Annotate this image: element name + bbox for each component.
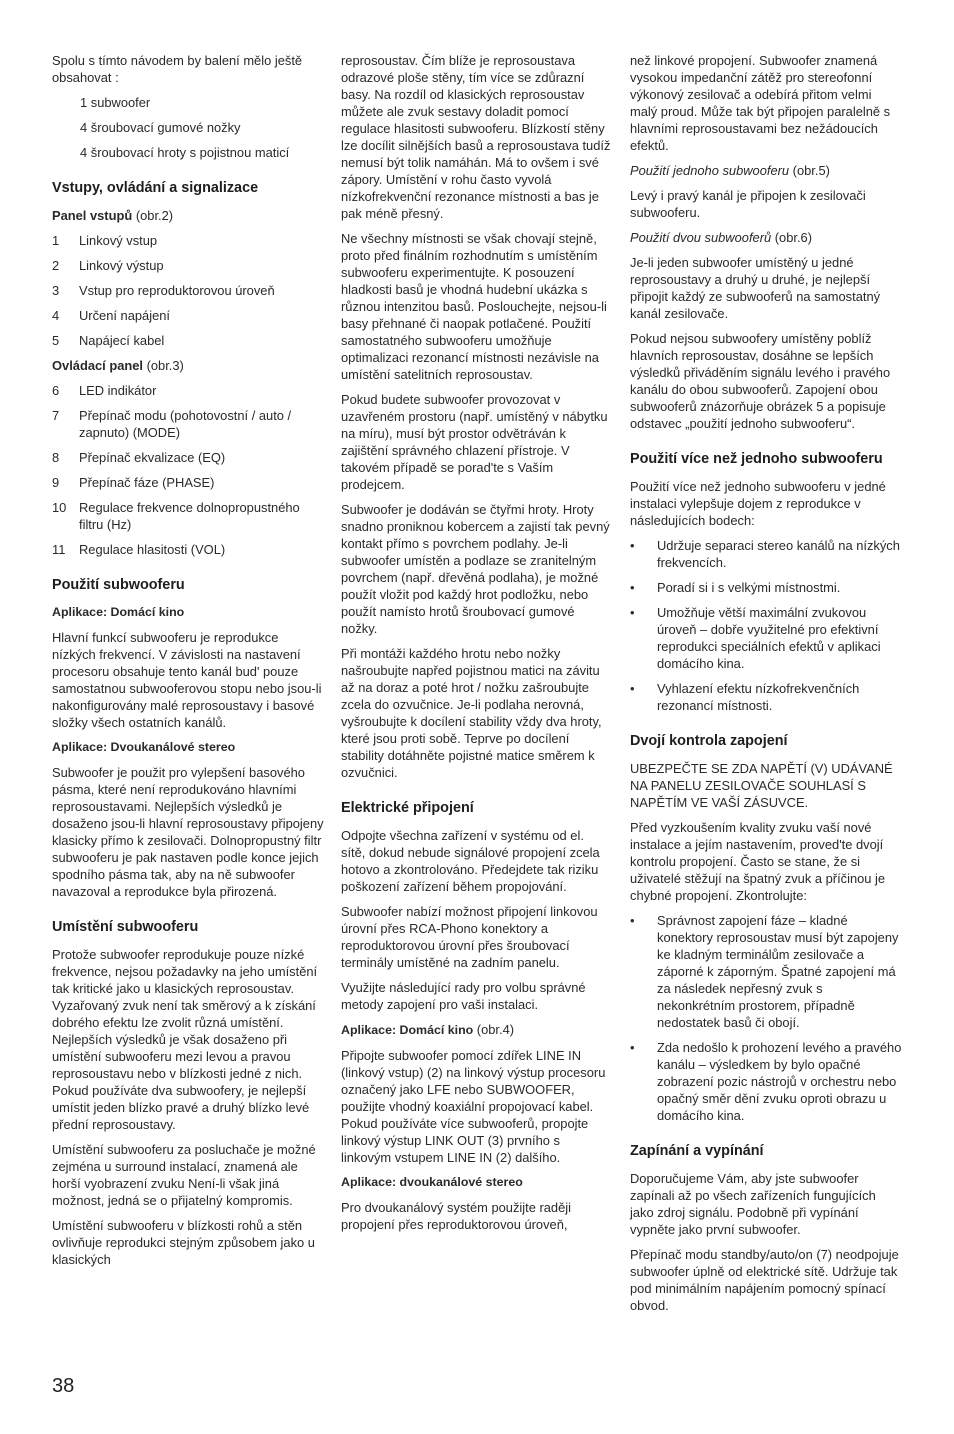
- item-number: 5: [52, 333, 60, 348]
- package-item: 4 šroubovací gumové nožky: [80, 120, 241, 135]
- bullet-text: Vyhlazení efektu nízkofrekvenčních rezonancí místnosti.: [657, 681, 860, 713]
- heading-use: Použití subwooferu: [52, 577, 185, 593]
- figure-ref: (obr.6): [771, 230, 813, 245]
- paragraph: reprosoustav. Čím blíže je reprosoustava odrazové ploše stěny, tím více se zdůrazní basy. Na rozdíl od klasických reprosoustav můžete ale zvuk sestavy doladit pomocí regulace hlasitosti subwooferu. Blízkostí stěny lze docílit silnějších basů a reprosoustava tudíž nemusí být tolik namáhán. Má to ovšem i své zápory. Umístění v rohu často vyvolá nízkofrekvenční rezonance místnosti a bas je pak méně přesný.: [341, 53, 611, 221]
- package-item: 4 šroubovací hroty s pojistnou maticí: [80, 145, 290, 160]
- item-number: 6: [52, 383, 60, 398]
- paragraph: Pro dvoukanálový systém použijte raději propojení přes reproduktorovou úroveň,: [341, 1200, 571, 1232]
- page-number: 38: [52, 1375, 75, 1397]
- single-sub-label: Použití jednoho subwooferu: [630, 163, 790, 178]
- list-item: [52, 307, 324, 324]
- panel-inputs-caption: [52, 207, 324, 224]
- item-text: Vstup pro reproduktorovou úroveň: [79, 283, 275, 298]
- panel-controls-label: Ovládací panel: [52, 358, 143, 373]
- item-number: 4: [52, 308, 60, 323]
- heading-placement: Umístění subwooferu: [52, 919, 199, 935]
- list-item: [52, 332, 324, 349]
- item-text: Regulace hlasitosti (VOL): [79, 542, 226, 557]
- item-text: Přepínač fáze (PHASE): [79, 475, 215, 490]
- package-item: 1 subwoofer: [80, 95, 151, 110]
- bullet-item: [630, 537, 902, 571]
- bullet-icon: •: [630, 605, 635, 620]
- list-item: [52, 257, 324, 274]
- paragraph: Levý i pravý kanál je připojen k zesilovači subwooferu.: [630, 188, 866, 220]
- item-text: Určení napájení: [79, 308, 171, 323]
- paragraph: Je-li jeden subwoofer umístěný u jedné reprosoustavy a druhý u druhé, je nejlepší připojit každý ze subwooferů na samostatný kanál zesilovače.: [630, 255, 881, 321]
- bullet-icon: •: [630, 913, 635, 928]
- subheading-home-cinema-caption: [341, 1021, 611, 1039]
- paragraph: Ne všechny místnosti se však chovají stejně, proto před finálním rozhodnutím s umístěním subwooferu experimentujte. K posouzení hladkosti basů je vhodná hudební ukázka s různou intenzitou basů. Poslouchejte, nejsou-li basy přehnané či naopak potlačené. Použití samostatného subwooferu umožňuje optimalizaci rezonancí místnosti nezávisle na umístění satelitních reprosoustav.: [341, 231, 607, 382]
- list-item: [52, 232, 324, 249]
- subheading-stereo: Aplikace: Dvoukanálové stereo: [52, 740, 236, 754]
- paragraph: Subwoofer je dodáván se čtyřmi hroty. Hroty snadno proniknou kobercem a zajistí tak pevný kontakt přímo s povrchem podlahy. Je-li subwoofer umístěn a podlaze se zranitelným povrchem (např. dřevěná podlaha), je možné použít vložit pod každý hrot podložku, nebo použít namísto hrotů šroubovací gumové nožky.: [341, 502, 610, 636]
- item-number: 10: [52, 500, 67, 515]
- figure-ref: (obr.5): [789, 163, 830, 178]
- paragraph: Umístění subwooferu za posluchače je možné zejména u surround instalací, znamená ale horší vyobrazení zvuku Není-li však jiná možnost, jedná se o přijatelný kompromis.: [52, 1142, 316, 1208]
- item-text: Přepínač modu (pohotovostní / auto / zapnuto) (MODE): [79, 408, 292, 440]
- panel-controls-caption: [52, 357, 324, 374]
- subheading-home-cinema: Aplikace: Domácí kino: [52, 605, 185, 619]
- bullet-text: Správnost zapojení fáze – kladné konektory reprosoustav musí být zapojeny ke kladným terminálům zesilovače a záporné k záporným. Špatné zapojení má za následek nepřesný zvuk s nekonkrétním prostorem, případně nedostatek basů či obojí.: [657, 913, 899, 1030]
- warning-text: UBEZPEČTE SE ZDA NAPĚTÍ (V) UDÁVANÉ NA PANELU ZESILOVAČE SOUHLASÍ S NAPĚTÍM VE VAŠÍ ZÁSUVCE.: [630, 761, 893, 810]
- list-item: [52, 407, 324, 441]
- paragraph: Použití více než jednoho subwooferu v jedné instalaci vylepšuje dojem z reprodukce v následujících bodech:: [630, 479, 886, 528]
- paragraph: Připojte subwoofer pomocí zdířek LINE IN (linkový vstup) (2) na linkový výstup procesoru označený jako LFE nebo SUBWOOFER, použijte vhodný koaxiální propojovací kabel. Pokud používáte více subwooferů, propojte linkový výstup LINK OUT (3) prvního s linkovým vstupem LINE IN (2) dalšího.: [341, 1048, 606, 1165]
- column-1: [52, 52, 324, 1276]
- bullet-item: [630, 680, 902, 714]
- item-text: Linkový výstup: [79, 258, 164, 273]
- item-number: 8: [52, 450, 60, 465]
- paragraph: Využijte následující rady pro volbu správné metody zapojení pro vaši instalaci.: [341, 980, 586, 1012]
- item-number: 1: [52, 233, 60, 248]
- item-number: 11: [52, 542, 66, 557]
- dual-sub-caption: [630, 229, 902, 246]
- subheading-stereo: Aplikace: dvoukanálové stereo: [341, 1175, 523, 1189]
- list-item: [52, 282, 324, 299]
- list-item: [52, 449, 324, 466]
- dual-sub-label: Použití dvou subwooferů: [630, 230, 772, 245]
- intro-text: Spolu s tímto návodem by balení mělo ještě obsahovat :: [52, 53, 303, 85]
- item-text: Regulace frekvence dolnopropustného filtru (Hz): [79, 500, 300, 532]
- paragraph: Přepínač modu standby/auto/on (7) neodpojuje subwoofer úplně od elektrické sítě. Udržuje tak pod minimálním napájením pomocný spínací obvod.: [630, 1247, 899, 1313]
- paragraph: Subwoofer nabízí možnost připojení linkovou úrovní přes RCA-Phono konektory a reproduktorovou úrovní přes šroubovací terminály umístěné na zadním panelu.: [341, 904, 598, 970]
- bullet-item: [630, 604, 902, 672]
- heading-power: Zapínání a vypínání: [630, 1143, 764, 1159]
- item-number: 9: [52, 475, 60, 490]
- item-text: LED indikátor: [79, 383, 157, 398]
- bullet-text: Poradí si i s velkými místnostmi.: [657, 580, 841, 595]
- paragraph: Před vyzkoušením kvality zvuku vaší nové instalace a jejím nastavením, proved'te dvojí kontrolu propojení. Často se stane, že si uživatelé stěžují na špatný zvuk a příčinou je chybné propojení. Zkontrolujte:: [630, 820, 886, 903]
- bullet-text: Udržuje separaci stereo kanálů na nízkých frekvencích.: [657, 538, 900, 570]
- bullet-icon: •: [630, 538, 635, 553]
- bullet-item: [630, 1039, 902, 1124]
- paragraph: Umístění subwooferu v blízkosti rohů a stěn ovlivňuje reprodukci stejným způsobem jako u klasických: [52, 1218, 315, 1267]
- bullet-item: [630, 579, 902, 596]
- item-number: 2: [52, 258, 60, 273]
- paragraph: Odpojte všechna zařízení v systému od el. sítě, dokud nebude signálové propojení zcela hotovo a zkontrolováno. Předejdete tak riziku poškození zařízení během propojování.: [341, 828, 600, 894]
- bullet-icon: •: [630, 1040, 635, 1055]
- column-2: [341, 52, 611, 1241]
- paragraph: Protože subwoofer reprodukuje pouze nízké frekvence, nejsou požadavky na jeho umístění tak kritické jako u klasických reprosoustav. Vyzařovaný zvuk není tak směrový a k získání dobrého efektu lze zvolit různá umístění. Nejlepších výsledků je však dosaženo při umístění subwooferu mezi levou a pravou reprosoustavu nebo v blízkosti jedné z nich. Pokud používáte dva subwoofery, je nejlepší umístit jeden blízko pravé a druhý blízko levé přední reprosoustavy.: [52, 947, 318, 1132]
- list-item: [52, 474, 324, 491]
- heading-electrical: Elektrické připojení: [341, 800, 474, 816]
- heading-double-check: Dvojí kontrola zapojení: [630, 733, 788, 749]
- paragraph: Doporučujeme Vám, aby jste subwoofer zapínali až po všech zařízeních fungujících jako zdroj signálu. Podobně při vypínání vypněte jako první subwoofer.: [630, 1171, 876, 1237]
- item-number: 7: [52, 408, 60, 423]
- item-number: 3: [52, 283, 60, 298]
- subheading-home-cinema: Aplikace: Domácí kino: [341, 1023, 474, 1037]
- figure-ref: (obr.4): [473, 1022, 515, 1037]
- paragraph: Při montáži každého hrotu nebo nožky našroubujte napřed pojistnou matici na závitu až na doraz a poté hrot / nožku zašroubujte zcela do ozvučnice. Je-li podlaha nerovná, vyšroubujte k docílení stability vždy dva hroty, které jsou proti sobě. Teprve po docílení stability dotáhněte pojistné matice směrem k ozvučnici.: [341, 646, 602, 780]
- list-item: [52, 382, 324, 399]
- item-text: Přepínač ekvalizace (EQ): [79, 450, 226, 465]
- panel-controls-ref: (obr.3): [143, 358, 184, 373]
- single-sub-caption: [630, 162, 902, 179]
- paragraph: než linkové propojení. Subwoofer znamená vysokou impedanční zátěž pro stereofonní výkonový zesilovač a odebírá přitom velmi malý proud. Může tak být připojen paralelně s hlavními reprosoustavami bez nežádoucích efektů.: [630, 53, 891, 153]
- list-item: [52, 499, 324, 533]
- paragraph: Pokud budete subwoofer provozovat v uzavřeném prostoru (např. umístěný v nábytku na míru), musí být prostor odvětráván k zajištění správného chlazení přístroje. V takovém případě se porad'te s Vaším prodejcem.: [341, 392, 608, 492]
- item-text: Linkový vstup: [79, 233, 158, 248]
- bullet-text: Zda nedošlo k prohození levého a pravého kanálu – výsledkem by bylo opačné zobrazení pozic nástrojů v orchestru nebo opačný směr dění zvuku oproti obrazu u domácího kina.: [657, 1040, 902, 1123]
- item-text: Napájecí kabel: [79, 333, 165, 348]
- paragraph: Hlavní funkcí subwooferu je reprodukce nízkých frekvencí. V závislosti na nastavení procesoru obsahuje tento kanál bud' pouze samostatnou subwooferovou stopu nebo jsou-li nakonfigurovány malé reprosoustavy i basové složky všech ostatních kanálů.: [52, 630, 322, 730]
- column-3: [630, 52, 902, 1322]
- bullet-text: Umožňuje větší maximální zvukovou úroveň – dobře využitelné pro efektivní reprodukci speciálních efektů v aplikaci domácího kina.: [657, 605, 881, 671]
- heading-multiple-subwoofers: Použití více než jednoho subwooferu: [630, 451, 883, 467]
- panel-inputs-label: Panel vstupů: [52, 208, 133, 223]
- bullet-icon: •: [630, 580, 635, 595]
- bullet-icon: •: [630, 681, 635, 696]
- list-item: [52, 541, 324, 558]
- paragraph: Pokud nejsou subwoofery umístěny poblíž hlavních reprosoustav, dosáhne se lepších výsledků přiváděním signálu levého i pravého kanálu do obou subwooferů. Zapojení obou subwooferů znázorňuje obrázek 5 a popisuje odstavec „použití jednoho subwooferu“.: [630, 331, 891, 431]
- panel-inputs-ref: (obr.2): [132, 208, 174, 223]
- heading-inputs: Vstupy, ovládání a signalizace: [52, 180, 259, 196]
- bullet-item: [630, 912, 902, 1031]
- paragraph: Subwoofer je použit pro vylepšení basového pásma, které není reprodukováno hlavními reprosoustavami. Nejlepších výsledků je dosaženo jsou-li hlavní reprosoustavy připojeny klasicky přímo k zesilovači. Dolnopropustný filtr subwooferu je pak nastaven podle konce jejich spodního pásma tak, aby na ně subwoofer navazoval a reprodukce byla přirozená.: [52, 765, 324, 899]
